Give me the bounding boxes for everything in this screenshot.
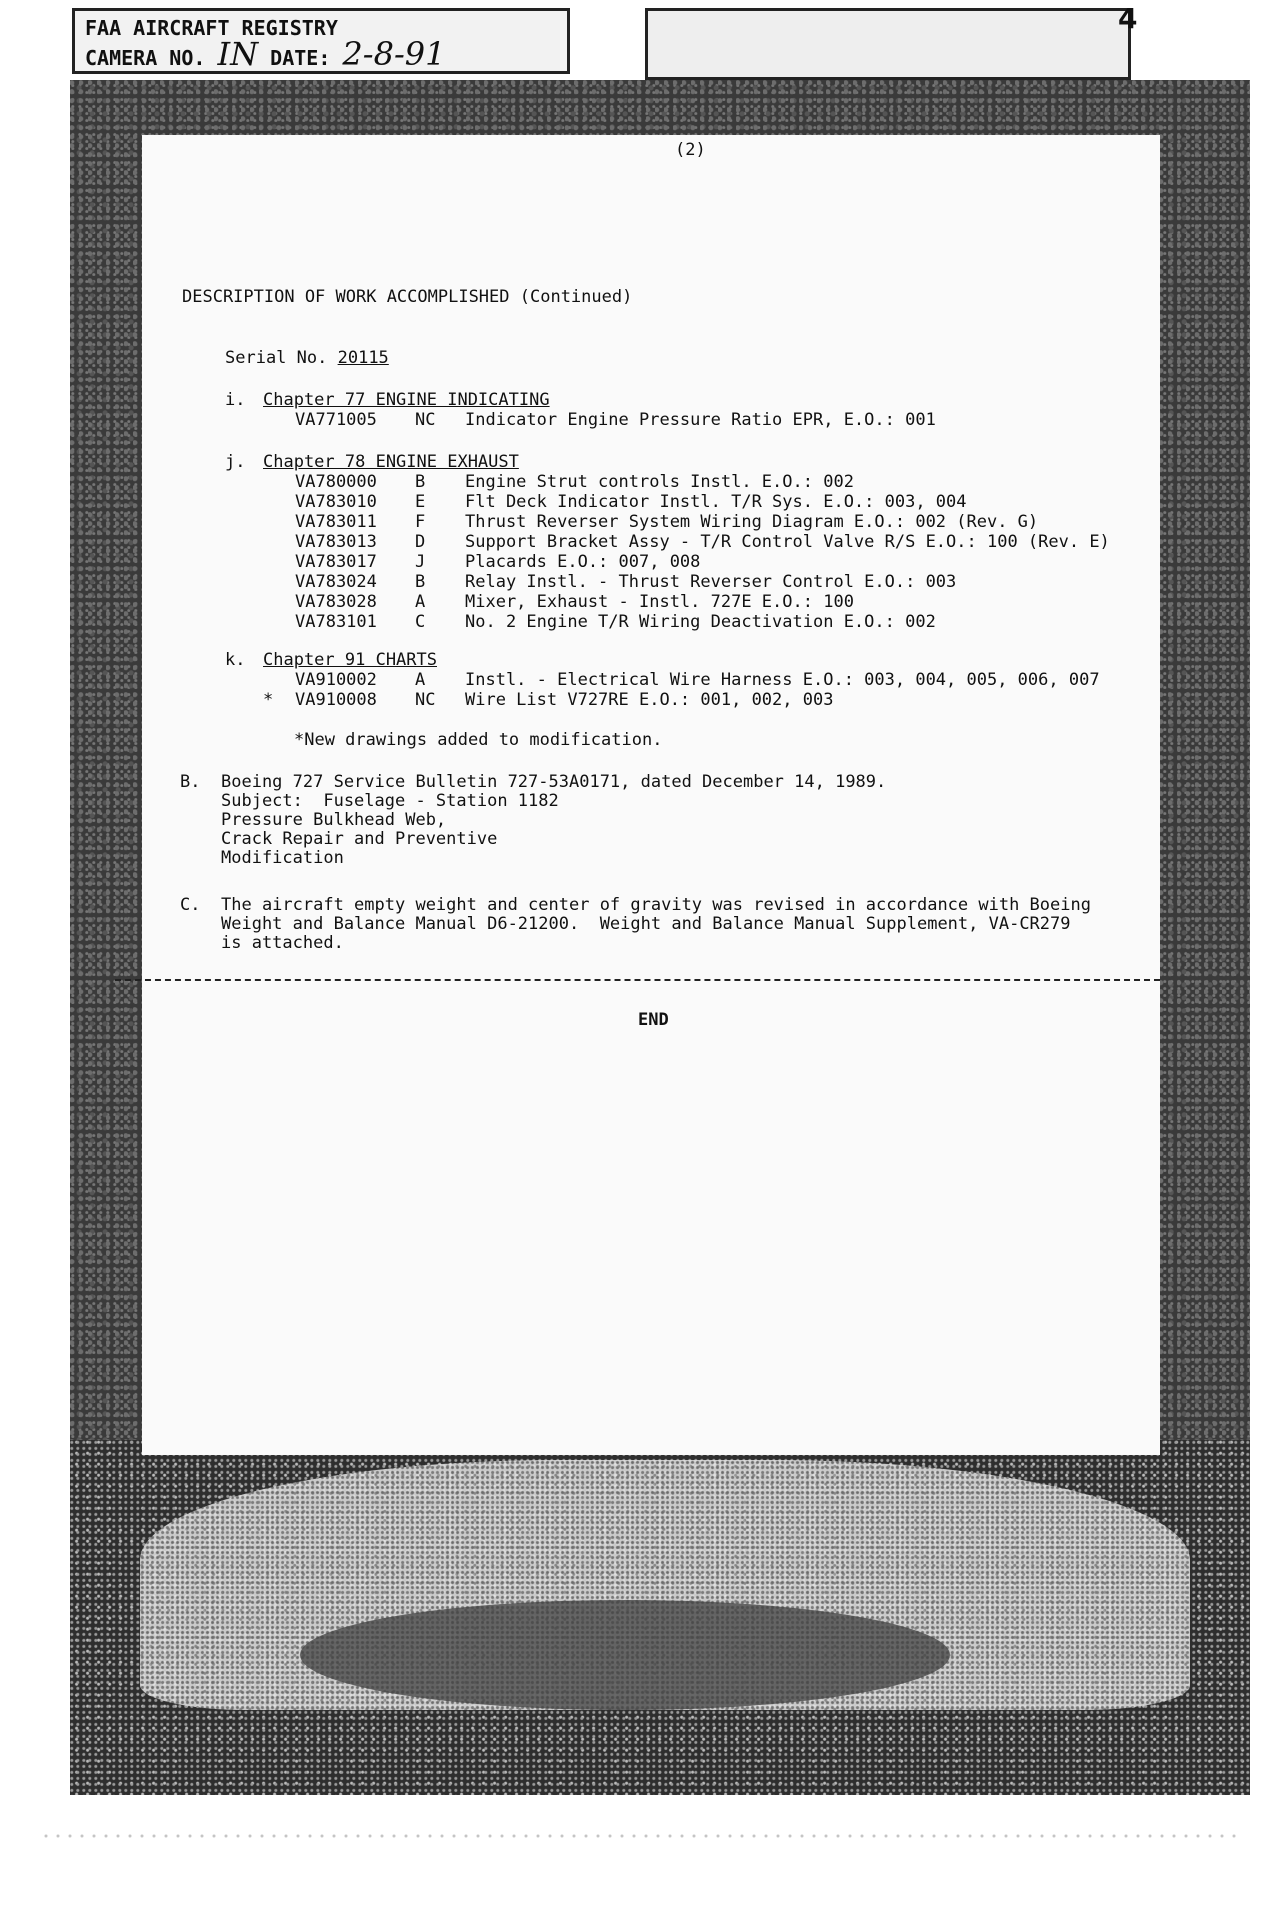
drawing-number: VA783010 [295, 492, 377, 512]
section-letter: k. [225, 650, 246, 670]
drawing-description: Instl. - Electrical Wire Harness E.O.: 003, 004, 005, 006, 007 [465, 670, 1100, 690]
revision-letter: A [415, 670, 426, 690]
camera-value: IN [217, 35, 259, 73]
revision-letter: E [415, 492, 426, 512]
drawing-number: VA783024 [295, 572, 377, 592]
drawing-description: Wire List V727RE E.O.: 001, 002, 003 [465, 690, 834, 710]
item-c-letter: C. [180, 895, 201, 915]
drawing-number: VA783013 [295, 532, 377, 552]
drawing-number: VA771005 [295, 410, 377, 430]
item-b-line: Boeing 727 Service Bulletin 727-53A0171, dated December 14, 1989. [221, 772, 887, 792]
drawing-number: VA783011 [295, 512, 377, 532]
scan-dark-band [300, 1600, 950, 1710]
revision-letter: D [415, 532, 426, 552]
drawing-description: Flt Deck Indicator Instl. T/R Sys. E.O.: 003, 004 [465, 492, 967, 512]
drawing-description: No. 2 Engine T/R Wiring Deactivation E.O.: 002 [465, 612, 936, 632]
serial-value: 20115 [337, 348, 389, 368]
item-b-line: Subject: Fuselage - Station 1182 [221, 791, 559, 811]
page-number: (2) [675, 140, 706, 160]
item-c-line: Weight and Balance Manual D6-21200. Weight and Balance Manual Supplement, VA-CR279 [221, 914, 1071, 934]
item-c-line: The aircraft empty weight and center of gravity was revised in accordance with Boeing [221, 895, 1091, 915]
revision-letter: NC [415, 410, 436, 430]
blank-stamp-box [645, 8, 1131, 80]
item-b-line: Pressure Bulkhead Web, [221, 810, 447, 830]
end-marker: END [638, 1010, 669, 1030]
drawing-description: Mixer, Exhaust - Instl. 727E E.O.: 100 [465, 592, 854, 612]
camera-label: CAMERA NO. [85, 46, 206, 70]
drawing-description: Indicator Engine Pressure Ratio EPR, E.O.: 001 [465, 410, 936, 430]
revision-letter: A [415, 592, 426, 612]
revision-letter: NC [415, 690, 436, 710]
date-label: DATE: [270, 46, 331, 70]
drawing-description: Thrust Reverser System Wiring Diagram E.O.: 002 (Rev. G) [465, 512, 1039, 532]
drawing-description: Placards E.O.: 007, 008 [465, 552, 701, 572]
revision-letter: B [415, 572, 426, 592]
drawing-description: Engine Strut controls Instl. E.O.: 002 [465, 472, 854, 492]
bottom-scan-marks [40, 1830, 1240, 1844]
drawing-number: VA783028 [295, 592, 377, 612]
chapter-title: Chapter 77 ENGINE INDICATING [263, 390, 550, 410]
new-drawing-star: * [263, 690, 274, 710]
revision-letter: B [415, 472, 426, 492]
drawing-number: VA783017 [295, 552, 377, 572]
revision-letter: J [415, 552, 426, 572]
date-value: 2-8-91 [342, 35, 446, 73]
serial-label: Serial No. [225, 348, 328, 368]
new-drawings-note: *New drawings added to modification. [294, 730, 663, 750]
dashed-divider [115, 979, 1160, 981]
drawing-number: VA910002 [295, 670, 377, 690]
drawing-number: VA783101 [295, 612, 377, 632]
section-letter: j. [225, 452, 246, 472]
drawing-description: Support Bracket Assy - T/R Control Valve R/S E.O.: 100 (Rev. E) [465, 532, 1110, 552]
registry-stamp [72, 8, 570, 74]
item-b-line: Crack Repair and Preventive [221, 829, 498, 849]
item-c-line: is attached. [221, 933, 344, 953]
drawing-number: VA910008 [295, 690, 377, 710]
drawing-description: Relay Instl. - Thrust Reverser Control E.O.: 003 [465, 572, 957, 592]
stamp-title: FAA AIRCRAFT REGISTRY [85, 16, 338, 40]
revision-letter: C [415, 612, 426, 632]
chapter-title: Chapter 91 CHARTS [263, 650, 437, 670]
item-b-letter: B. [180, 772, 201, 792]
chapter-title: Chapter 78 ENGINE EXHAUST [263, 452, 519, 472]
corner-number: 4 [1118, 2, 1138, 35]
drawing-number: VA780000 [295, 472, 377, 492]
bottom-margin [0, 1795, 1264, 1908]
stamp-camera-date [85, 35, 557, 73]
section-letter: i. [225, 390, 246, 410]
section-heading: DESCRIPTION OF WORK ACCOMPLISHED (Continued) [182, 287, 633, 307]
item-b-line: Modification [221, 848, 344, 868]
revision-letter: F [415, 512, 426, 532]
serial-line [225, 348, 389, 368]
